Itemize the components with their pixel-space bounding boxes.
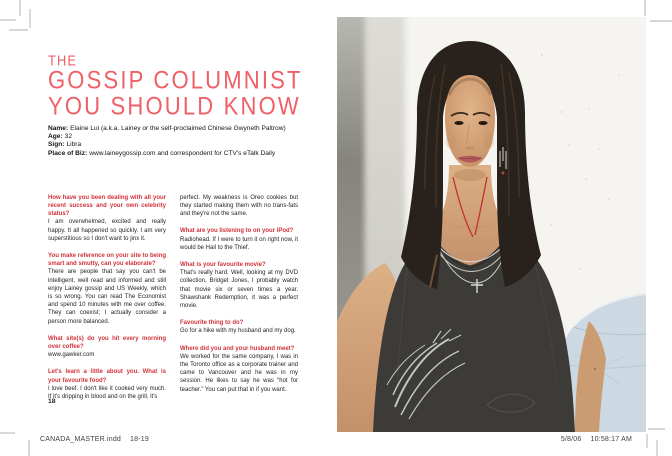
bio-line-name — [48, 125, 310, 133]
answer: www.gawker.com — [48, 352, 95, 359]
bio-label: Name: — [48, 125, 69, 132]
qa-block — [48, 194, 166, 243]
bio-text: Libra — [66, 141, 82, 149]
text-column-1 — [48, 194, 166, 401]
bio-line-age — [48, 133, 310, 141]
bio-line-sign — [48, 141, 310, 149]
question: Where did you and your husband meet? — [180, 345, 295, 352]
answer: I love beef. I don't like it cooked very much. If it's dripping in blood and on the grill, it's — [48, 385, 166, 401]
answer: I am overwhelmed, excited and really happy. It all happened so quickly. I am very superstitious so I don't want to jinx it. — [48, 219, 166, 242]
title-line-2: YOU SHOULD KNOW — [48, 91, 301, 120]
bio-label: Place of Biz: — [48, 149, 88, 157]
answer: There are people that say you can't be intelligent, well read and informed and still enjoy Lainey gossip and US Weekly, which is so wrong. You can read The Economist and spend 10 minutes with me over coffee. They can coexist; I actually consider a person more balanced. — [48, 269, 166, 325]
slug-timestamp — [561, 436, 632, 443]
qa-block — [180, 319, 298, 335]
question: What is your favourite movie? — [180, 262, 266, 269]
qa-block — [180, 345, 298, 394]
filename-text: CANADA_MASTER.indd — [40, 436, 122, 443]
text-column-2 — [180, 194, 298, 401]
answer: That's really hard. Well, looking at my DVD collection, Bridget Jones, I probably watch that movie six or seven times a year. Shawshank Redemption, it was a perfect movie. — [180, 270, 298, 310]
qa-block — [48, 335, 166, 360]
qa-block — [48, 252, 166, 326]
bio-label: Sign: — [48, 141, 65, 149]
question: Favourite thing to do? — [180, 320, 244, 327]
bio-text: www.laineygossip.com and correspondent for CTV's eTalk Daily — [89, 149, 276, 157]
left-page — [48, 52, 310, 401]
right-page — [337, 17, 646, 432]
time-text: 10:58:17 AM — [590, 436, 632, 443]
date-text: 5/8/06 — [560, 436, 582, 443]
answer-continuation: perfect. My weakness is Oreo cookies but they started making them with no trans-fats and they're not the same. — [180, 194, 298, 218]
answer: Go for a hike with my husband and my dog. — [180, 328, 296, 335]
question: Let's learn a little about you. What is your favourite food? — [48, 369, 166, 384]
page-range-text: 18-19 — [130, 436, 149, 443]
qa-block — [180, 227, 298, 252]
qa-block — [180, 261, 298, 310]
title-line-kicker: THE — [48, 52, 78, 69]
question: What are you listening to on your iPod? — [180, 228, 294, 235]
bio-text: Elaine Lui (a.k.a. Lainey or the self-proclaimed Chinese Gwyneth Paltrow) — [70, 125, 286, 132]
article-title — [48, 52, 310, 120]
bio-label: Age: — [48, 133, 63, 141]
slug-filename — [40, 436, 149, 443]
bio-block — [48, 125, 310, 158]
answer: We worked for the same company, I was in the Toronto office as a corporate trainer and came to Vancouver and he was in my session. He likes to say he was “hot for teacher.” You can put that in if you want. — [180, 353, 298, 393]
question: How have you been dealing with all your recent success and your own celebrity status? — [48, 194, 166, 218]
question: What site(s) do you hit every morning over coffee? — [48, 335, 166, 351]
qa-block — [48, 368, 166, 401]
qa-block — [180, 194, 298, 219]
answer: Radiohead. If I were to turn it on right now, it would be Hail to the Thief. — [180, 236, 298, 251]
bio-text: 32 — [64, 133, 72, 141]
question: You make reference on your site to being smart and smutty, can you elaborate? — [48, 253, 166, 268]
portrait-photo — [337, 17, 646, 432]
bio-line-place-of-biz — [48, 150, 310, 158]
arm-mole — [594, 368, 596, 370]
face — [445, 75, 495, 167]
title-line-1: GOSSIP COLUMNIST — [48, 65, 303, 94]
page-number: 18 — [48, 398, 56, 405]
article-body — [48, 194, 310, 401]
